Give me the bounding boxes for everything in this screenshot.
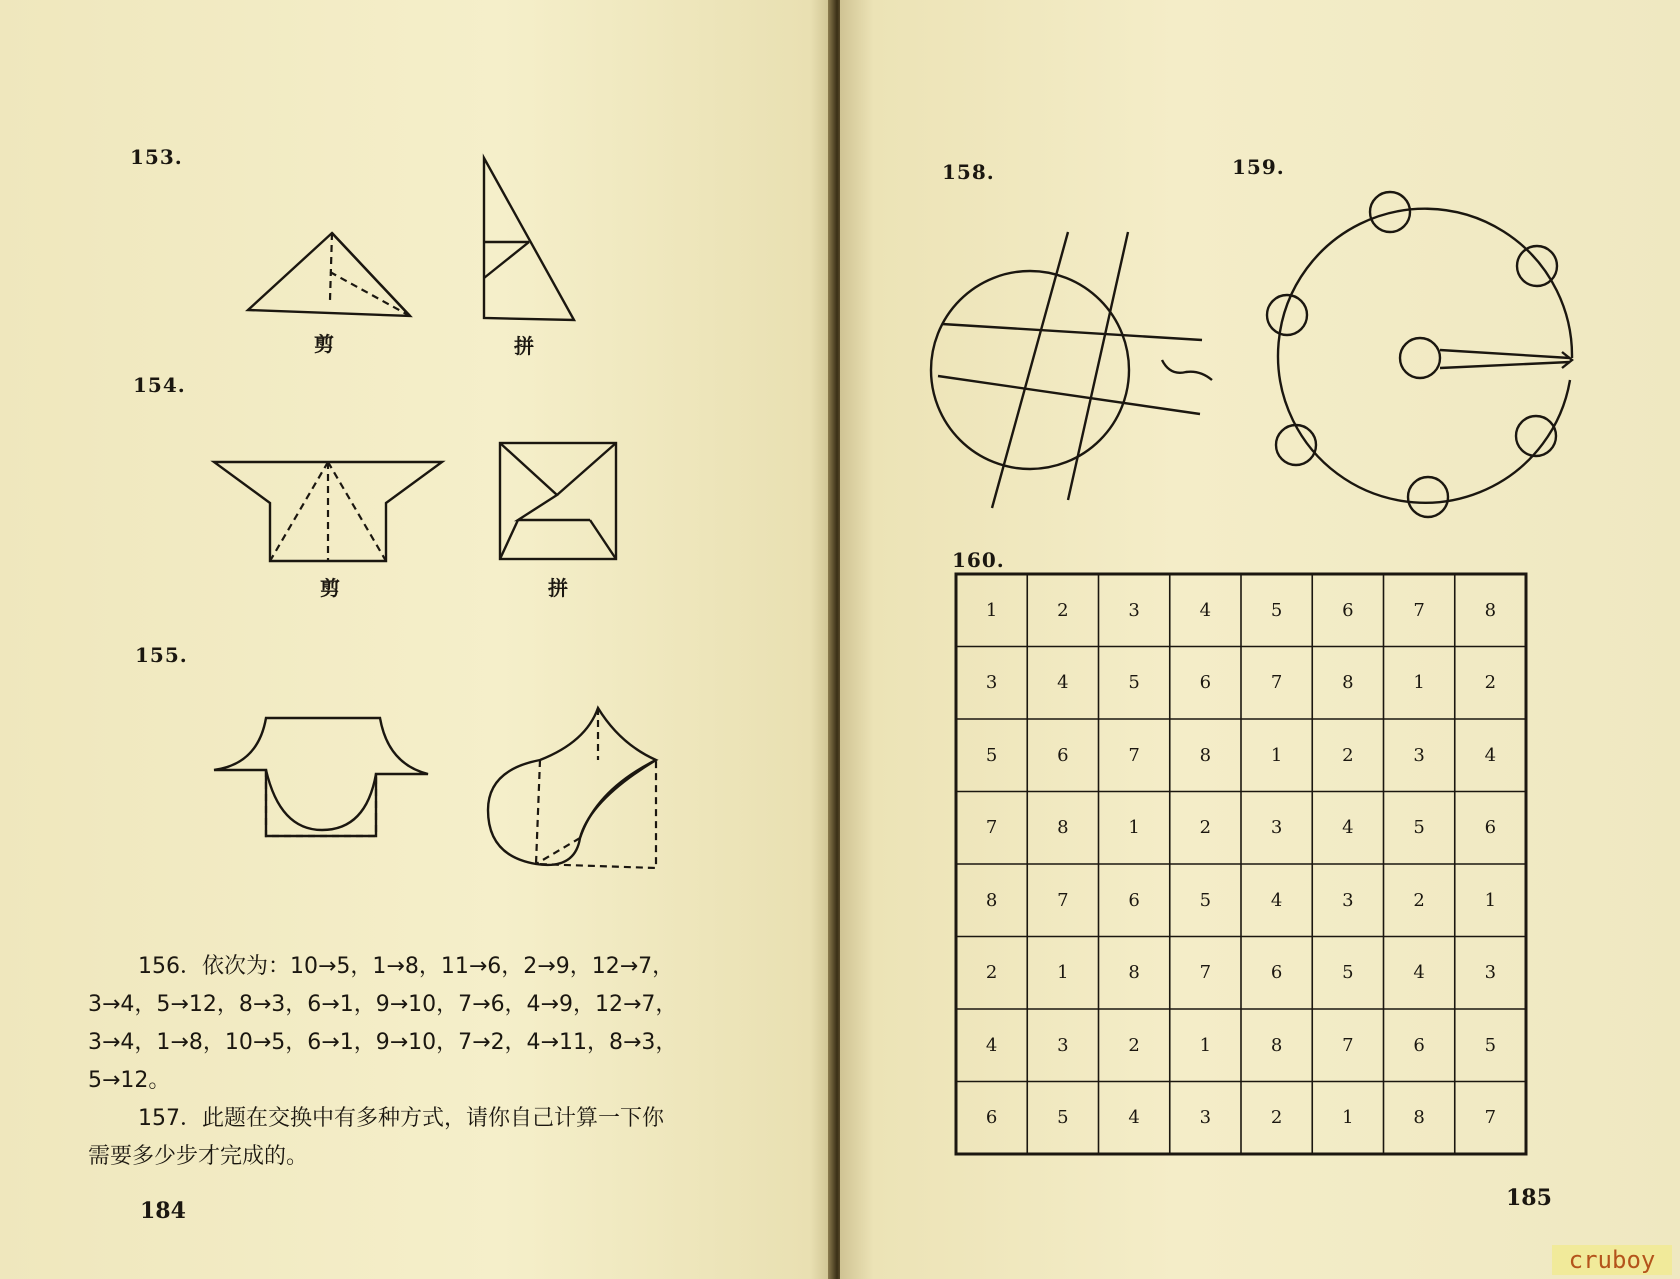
grid-cell: 6 [1413, 1034, 1425, 1056]
answer-156-line-2: 3→4，5→12，8→3，6→1，9→10，7→6，4→9，12→7， [88, 992, 678, 1017]
grid-cell: 8 [1270, 1034, 1283, 1056]
grid-cell: 2 [1057, 599, 1069, 621]
left-page [0, 0, 835, 1279]
grid-cell: 1 [1342, 1107, 1354, 1129]
item-155-number: 155. [135, 643, 188, 667]
grid-cell: 8 [1199, 744, 1212, 766]
grid-cell: 3 [1484, 962, 1497, 984]
grid-cell: 3 [985, 672, 998, 694]
grid-cell: 5 [1270, 599, 1283, 621]
grid-cell: 1 [1484, 889, 1497, 911]
grid-cell: 4 [1057, 672, 1069, 694]
grid-cell: 7 [1128, 744, 1140, 766]
grid-cell: 1 [985, 599, 998, 621]
grid-cell: 4 [1270, 889, 1283, 911]
grid-cell: 5 [1128, 672, 1140, 694]
grid-cell: 5 [1199, 889, 1212, 911]
grid-cell: 3 [1342, 889, 1354, 911]
figure-153-cut-label: 剪 [314, 332, 334, 356]
grid-cell: 4 [985, 1034, 998, 1056]
latin-square-grid [956, 574, 1526, 1154]
grid-cell: 2 [1342, 744, 1354, 766]
grid-cell: 2 [1128, 1034, 1140, 1056]
grid-cell: 8 [1057, 817, 1069, 839]
grid-cell: 7 [1413, 599, 1425, 621]
grid-cell: 2 [1199, 817, 1212, 839]
figure-155-cut-shape [214, 718, 428, 836]
grid-cell: 7 [1270, 672, 1283, 694]
item-160-number: 160. [952, 548, 1005, 572]
watermark: cruboy [1552, 1245, 1672, 1275]
grid-cell: 7 [985, 817, 998, 839]
item-158-number: 158. [942, 160, 995, 184]
grid-cell: 4 [1484, 744, 1497, 766]
answer-156-line-1: 156．依次为：10→5，1→8，11→6，2→9，12→7， [138, 954, 675, 979]
grid-cell: 2 [1484, 672, 1497, 694]
item-153-number: 153. [130, 145, 183, 169]
item-159-number: 159. [1232, 155, 1285, 179]
grid-cell: 6 [1484, 817, 1497, 839]
grid-cell: 5 [985, 744, 998, 766]
grid-cell: 3 [1199, 1107, 1212, 1129]
grid-cell: 8 [1484, 599, 1497, 621]
grid-cell: 8 [1128, 962, 1140, 984]
grid-cell: 1 [1413, 672, 1425, 694]
grid-cell: 2 [985, 962, 998, 984]
grid-cell: 2 [1413, 889, 1425, 911]
grid-cell: 6 [1199, 672, 1212, 694]
answer-156-line-4: 5→12。 [88, 1068, 171, 1093]
grid-cell: 6 [1057, 744, 1069, 766]
grid-cell: 3 [1057, 1034, 1069, 1056]
grid-cell: 2 [1270, 1107, 1283, 1129]
grid-cell: 3 [1413, 744, 1425, 766]
answer-157-line-2: 需要多少步才完成的。 [88, 1144, 309, 1169]
grid-cell: 8 [1342, 672, 1354, 694]
grid-cell: 6 [1270, 962, 1283, 984]
grid-cell: 5 [1484, 1034, 1497, 1056]
page-number-right: 185 [1506, 1185, 1552, 1211]
grid-cell: 4 [1128, 1107, 1140, 1129]
grid-cell: 5 [1413, 817, 1425, 839]
grid-cell: 4 [1199, 599, 1212, 621]
grid-cell: 5 [1342, 962, 1354, 984]
item-154-number: 154. [133, 373, 186, 397]
right-page [840, 0, 1680, 1279]
grid-cell: 1 [1270, 744, 1283, 766]
figure-155-join-shape [488, 708, 656, 865]
figure-159-center-disc [1400, 338, 1440, 378]
grid-cell: 3 [1270, 817, 1283, 839]
grid-cell: 5 [1057, 1107, 1069, 1129]
grid-cell: 8 [1413, 1107, 1425, 1129]
grid-cell: 6 [985, 1107, 998, 1129]
grid-cell: 7 [1484, 1107, 1497, 1129]
grid-cell: 4 [1413, 962, 1425, 984]
answers-156-157 [88, 948, 788, 1176]
grid-cell: 7 [1342, 1034, 1354, 1056]
figure-154-cut-label: 剪 [320, 576, 340, 600]
grid-cell: 7 [1199, 962, 1212, 984]
answer-157-line-1: 157．此题在交换中有多种方式，请你自己计算一下你 [138, 1106, 664, 1131]
answer-156-line-3: 3→4，1→8，10→5，6→1，9→10，7→2，4→11，8→3， [88, 1030, 678, 1055]
grid-cell: 1 [1128, 817, 1140, 839]
figure-153-join-label: 拼 [514, 334, 534, 358]
grid-cell: 1 [1057, 962, 1069, 984]
grid-cell: 6 [1128, 889, 1140, 911]
page-number-left: 184 [140, 1198, 186, 1224]
grid-cell: 1 [1199, 1034, 1212, 1056]
grid-cell: 7 [1057, 889, 1069, 911]
grid-cell: 3 [1128, 599, 1140, 621]
figure-154-join-label: 拼 [548, 576, 568, 600]
grid-cell: 6 [1342, 599, 1354, 621]
grid-cell: 8 [985, 889, 998, 911]
grid-cell: 4 [1342, 817, 1354, 839]
